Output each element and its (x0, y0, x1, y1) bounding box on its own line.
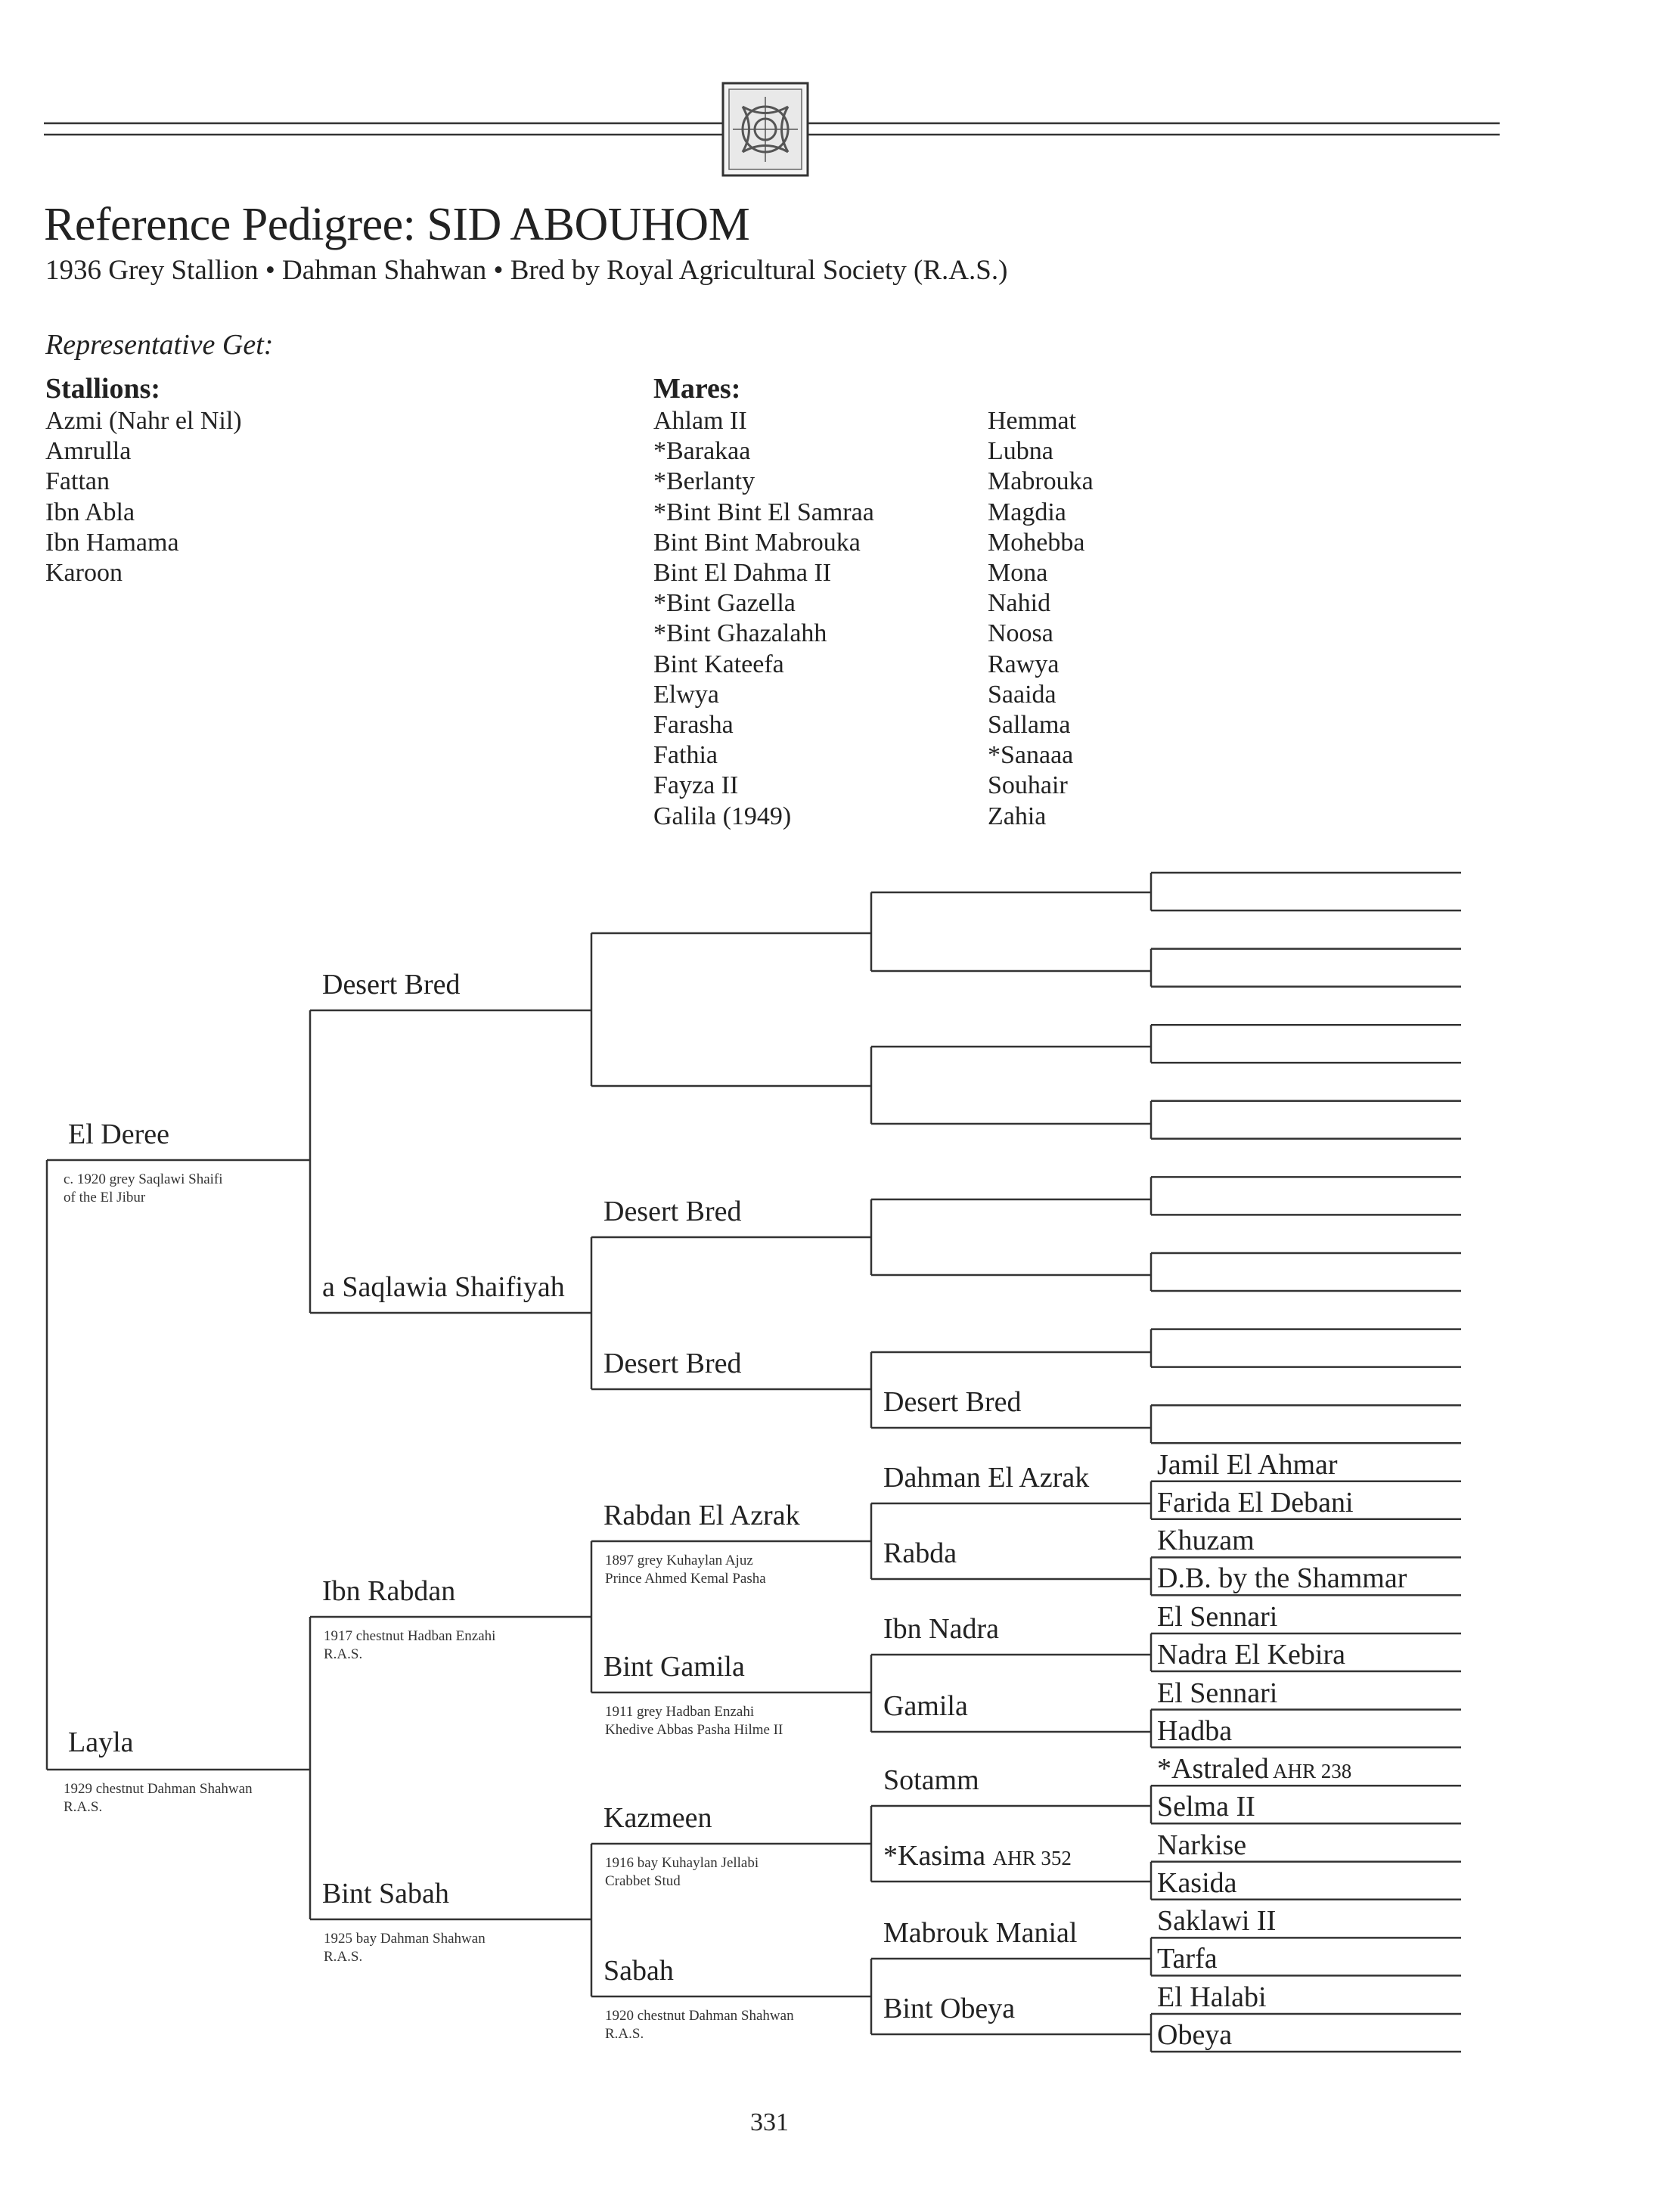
dam-dam-name: Bint Sabah (322, 1878, 449, 1910)
gen3-kazmeen: Kazmeen (603, 1802, 712, 1834)
gen5-ancestor-name (1157, 1752, 1351, 1785)
dam-name: Layla (68, 1726, 134, 1758)
gen5-ancestor-name (1157, 1677, 1277, 1710)
gen3-sabah: Sabah (603, 1955, 674, 1987)
gen3-rabdan-el-azrak: Rabdan El Azrak (603, 1500, 800, 1531)
page-subtitle: 1936 Grey Stallion • Dahman Shahwan • Bred by Royal Agricultural Society (R.A.S.) (45, 255, 1008, 286)
mare-list-item: Galila (1949) (653, 802, 792, 830)
mare-list-item: Hemmat (988, 407, 1077, 435)
gen5-ancestor-text: Selma II (1157, 1791, 1255, 1823)
gen5-ancestor-name (1157, 1981, 1267, 2014)
stallion-list-item: Amrulla (45, 437, 132, 466)
sire-sire-name: Desert Bred (322, 969, 461, 1001)
gen5-ancestor-name (1157, 1790, 1255, 1823)
gen5-ancestor-name (1157, 1829, 1246, 1862)
gen4-kasima (883, 1839, 1072, 1872)
gen5-ancestor-text: *Astraled (1157, 1753, 1269, 1785)
gen5-ancestor-text: Tarfa (1157, 1943, 1218, 1975)
gen5-ancestor-text: Farida El Debani (1157, 1486, 1354, 1519)
gen5-ancestor-name (1157, 1714, 1232, 1748)
mare-list-item: *Barakaa (653, 437, 751, 466)
stallion-list-item: Ibn Abla (45, 498, 135, 526)
gen3-desert-bred-1: Desert Bred (603, 1196, 742, 1227)
gen4-kasima-name: *Kasima (883, 1840, 986, 1872)
sire-name: El Deree (68, 1118, 169, 1150)
dam-sire-name: Ibn Rabdan (322, 1575, 456, 1607)
sire-dam-name: a Saqlawia Shaifiyah (322, 1271, 565, 1303)
mare-list-item: Bint Kateefa (653, 650, 784, 678)
gen3-bint-gamila: Bint Gamila (603, 1651, 745, 1683)
mare-list-item: Elwya (653, 680, 719, 709)
gen5-ancestor-text: Saklawi II (1157, 1905, 1277, 1937)
gen4-rabda: Rabda (883, 1537, 957, 1569)
gen5-ancestor-text: El Sennari (1157, 1601, 1278, 1633)
gen5-ancestor-name (1157, 1942, 1218, 1975)
gen5-astraled-ahr: AHR 238 (1268, 1760, 1352, 1783)
gen5-ancestor-text: Nadra El Kebira (1157, 1639, 1345, 1671)
mare-list-item: Magdia (988, 498, 1066, 526)
mare-list-item: Fathia (653, 741, 718, 770)
mares-list-column-1 (653, 406, 874, 832)
gen5-ancestor-name (1157, 2018, 1232, 2052)
stallions-list (45, 406, 242, 588)
dam-dam-note: 1925 bay Dahman Shahwan R.A.S. (324, 1931, 486, 1965)
mare-list-item: Ahlam II (653, 407, 747, 435)
mare-list-item: *Berlanty (653, 467, 755, 496)
mare-list-item: Zahia (988, 802, 1047, 830)
gen5-ancestor-text: Narkise (1157, 1829, 1247, 1861)
mare-list-item: Mohebba (988, 528, 1085, 557)
gen5-ancestor-name (1157, 1904, 1276, 1937)
mare-list-item: Nahid (988, 589, 1051, 618)
gen5-ancestor-text: Kasida (1157, 1866, 1237, 1899)
gen5-ancestor-name (1157, 1600, 1277, 1633)
stallion-list-item: Fattan (45, 467, 110, 496)
mare-list-item: Sallama (988, 711, 1071, 740)
gen5-ancestor-name (1157, 1448, 1338, 1481)
gen5-ancestor-text: El Sennari (1157, 1677, 1278, 1709)
gen4-dahman-el-azrak: Dahman El Azrak (883, 1462, 1090, 1494)
gen5-ancestor-name (1157, 1524, 1255, 1557)
stallion-list-item: Azmi (Nahr el Nil) (45, 407, 242, 435)
stallion-list-item: Karoon (45, 559, 123, 588)
mare-list-item: *Bint Gazella (653, 589, 796, 618)
gen3-sabah-note: 1920 chestnut Dahman Shahwan R.A.S. (605, 2008, 794, 2042)
mare-list-item: *Bint Bint El Samraa (653, 498, 874, 526)
gen3-desert-bred-2: Desert Bred (603, 1348, 742, 1379)
mare-list-item: Farasha (653, 711, 734, 740)
gen5-ancestor-text: Hadba (1157, 1714, 1233, 1747)
mare-list-item: Lubna (988, 437, 1053, 466)
gen4-kasima-ahr: AHR 352 (992, 1847, 1072, 1869)
gen3-rabdan-note: 1897 grey Kuhaylan Ajuz Prince Ahmed Kemal Pasha (605, 1553, 766, 1587)
mare-list-item: Noosa (988, 619, 1053, 648)
page-number: 331 (750, 2108, 789, 2136)
representative-get-label: Representative Get: (45, 329, 274, 361)
mare-list-item: Mabrouka (988, 467, 1094, 496)
gen4-ibn-nadra: Ibn Nadra (883, 1613, 999, 1645)
stallions-heading: Stallions: (45, 373, 161, 405)
mare-list-item: Mona (988, 559, 1048, 588)
gen5-ancestor-text: Obeya (1157, 2019, 1233, 2051)
gen5-ancestor-name (1157, 1486, 1354, 1519)
mare-list-item: Bint Bint Mabrouka (653, 528, 861, 557)
sire-note: c. 1920 grey Saqlawi Shaifi of the El Jibur (64, 1171, 223, 1205)
gen5-ancestor-text: Jamil El Ahmar (1157, 1448, 1338, 1481)
gen4-bint-obeya: Bint Obeya (883, 1993, 1016, 2024)
mare-list-item: *Bint Ghazalahh (653, 619, 827, 648)
gen5-ancestor-name (1157, 1638, 1345, 1671)
mare-list-item: *Sanaaa (988, 741, 1074, 770)
mare-list-item: Souhair (988, 771, 1068, 800)
gen3-kazmeen-note: 1916 bay Kuhaylan Jellabi Crabbet Stud (605, 1855, 759, 1889)
gen5-ancestor-name (1157, 1866, 1237, 1900)
gen5-ancestor-name (1157, 1562, 1407, 1595)
gen5-ancestor-text: El Halabi (1157, 1981, 1267, 2013)
gen4-desert-bred: Desert Bred (883, 1386, 1022, 1418)
gen4-sotamm: Sotamm (883, 1764, 979, 1796)
gen5-ancestor-text: D.B. by the Shammar (1157, 1562, 1407, 1595)
mare-list-item: Saaida (988, 680, 1056, 709)
mare-list-item: Bint El Dahma II (653, 559, 832, 588)
stallion-list-item: Ibn Hamama (45, 528, 179, 557)
mare-list-item: Rawya (988, 650, 1060, 678)
celtic-knot-icon (721, 82, 809, 177)
dam-note: 1929 chestnut Dahman Shahwan R.A.S. (64, 1781, 253, 1815)
gen4-gamila: Gamila (883, 1690, 968, 1722)
gen4-mabrouk-manial: Mabrouk Manial (883, 1917, 1078, 1949)
mares-list-column-2 (988, 406, 1094, 832)
gen3-bint-gamila-note: 1911 grey Hadban Enzahi Khedive Abbas Pasha Hilme II (605, 1704, 783, 1738)
gen5-ancestor-text: Khuzam (1157, 1525, 1255, 1557)
dam-sire-note: 1917 chestnut Hadban Enzahi R.A.S. (324, 1628, 496, 1662)
mare-list-item: Fayza II (653, 771, 739, 800)
page-title: Reference Pedigree: SID ABOUHOM (44, 199, 750, 250)
mares-heading: Mares: (653, 373, 741, 405)
